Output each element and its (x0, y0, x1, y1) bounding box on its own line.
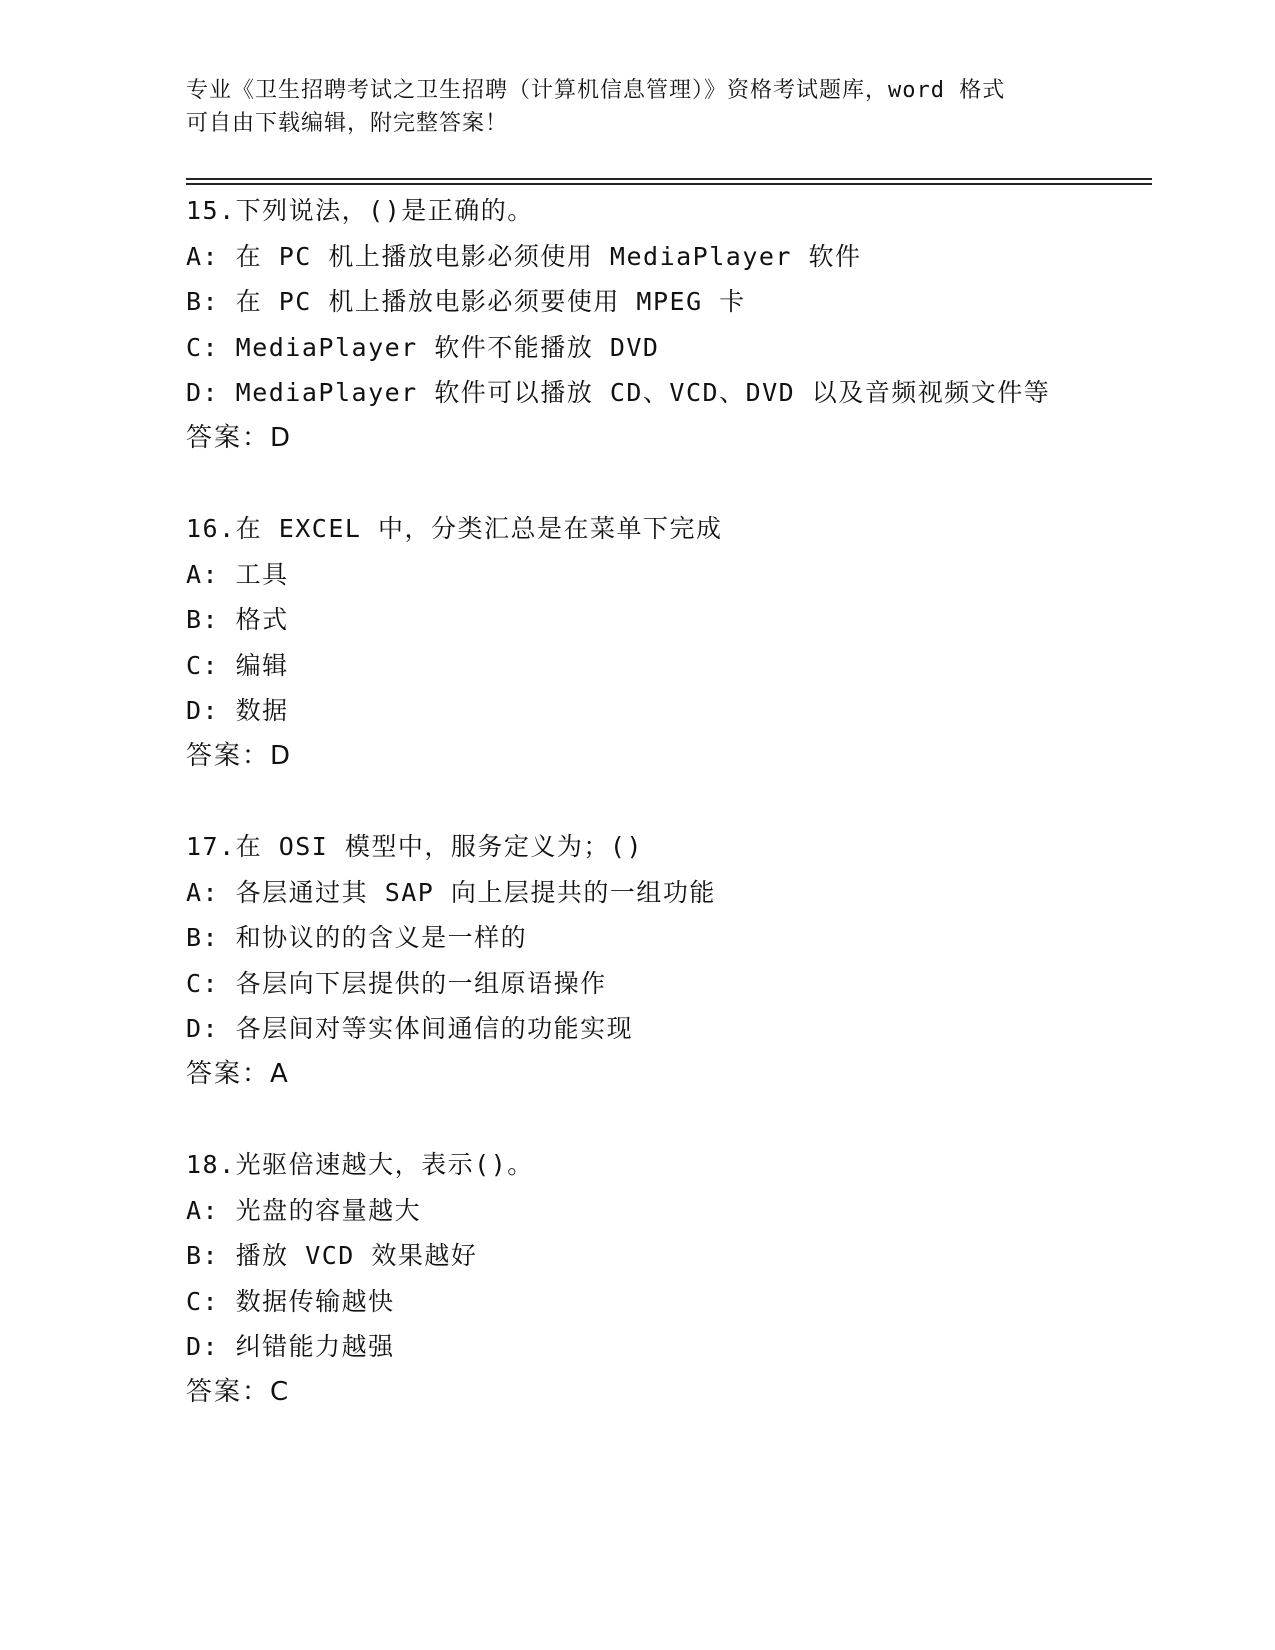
question-stem: 16.在 EXCEL 中，分类汇总是在菜单下完成 (186, 514, 723, 543)
header-divider-bottom (186, 183, 1152, 185)
option-d: D: 纠错能力越强 (186, 1332, 395, 1361)
question-stem: 18.光驱倍速越大，表示()。 (186, 1150, 534, 1179)
option-d: D: MediaPlayer 软件可以播放 CD、VCD、DVD 以及音频视频文件等 (186, 378, 1051, 407)
answer-line: 答案：A (186, 1058, 290, 1089)
answer-line: 答案：D (186, 740, 293, 771)
option-a: A: 光盘的容量越大 (186, 1195, 422, 1225)
question-18 (186, 1142, 1146, 1460)
header-title-line-1: 专业《卫生招聘考试之卫生招聘（计算机信息管理）》资格考试题库，word 格式 (186, 78, 1006, 103)
answer-line: 答案：C (186, 1376, 291, 1407)
option-c: C: MediaPlayer 软件不能播放 DVD (186, 332, 660, 362)
option-c: C: 编辑 (186, 650, 289, 680)
question-stem: 15.下列说法，()是正确的。 (186, 196, 534, 225)
option-a: A: 各层通过其 SAP 向上层提共的一组功能 (186, 877, 716, 907)
option-c: C: 各层向下层提供的一组原语操作 (186, 968, 607, 998)
option-a: A: 在 PC 机上播放电影必须使用 MediaPlayer 软件 (186, 241, 862, 271)
header-divider-top (186, 178, 1152, 180)
option-c: C: 数据传输越快 (186, 1286, 395, 1316)
header-title-line-2: 可自由下载编辑，附完整答案！ (186, 111, 509, 136)
question-17 (186, 824, 1146, 1142)
option-b: B: 格式 (186, 605, 289, 634)
option-b: B: 在 PC 机上播放电影必须要使用 MPEG 卡 (186, 287, 746, 316)
option-b: B: 和协议的的含义是一样的 (186, 923, 528, 952)
option-d: D: 数据 (186, 696, 289, 725)
question-16 (186, 506, 1146, 824)
question-stem: 17.在 OSI 模型中，服务定义为；() (186, 832, 644, 861)
option-a: A: 工具 (186, 559, 289, 589)
document-header (186, 74, 1086, 140)
option-d: D: 各层间对等实体间通信的功能实现 (186, 1014, 634, 1043)
question-list (186, 188, 1146, 1460)
option-b: B: 播放 VCD 效果越好 (186, 1241, 478, 1270)
question-15 (186, 188, 1146, 506)
answer-line: 答案：D (186, 422, 293, 453)
